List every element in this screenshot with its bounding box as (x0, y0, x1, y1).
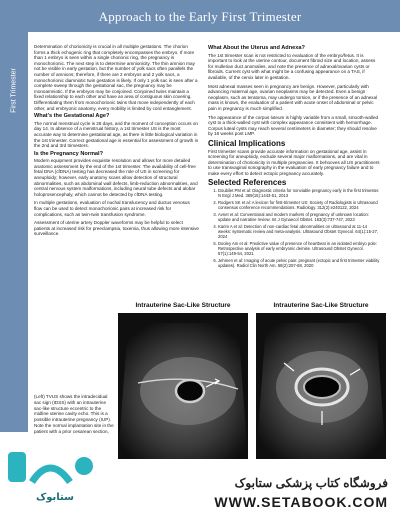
reference-item: 3. Avnet et al: Conventional and modern markers of pregnancy of unknown location: update and narrative review. Int J Gynaecol Obstet. 163(3):737-747, 2023 (218, 212, 380, 222)
store-name-text: فروشگاه کتاب پزشکی ستابوک (234, 476, 388, 490)
gestational-age-heading: What's the Gestational Age? (34, 113, 110, 120)
setabook-logo-graphic (0, 434, 110, 517)
clinical-implications-heading: Clinical Implications (208, 138, 286, 148)
doppler-paragraph: Assessment of uterine artery Doppler waveforms may be helpful to select patients at increased risk for preeclampsia, toxemia, thus allowing more intensive surveillance. (34, 220, 199, 237)
side-section-label: First Trimester (10, 68, 18, 113)
pregnancy-normal-paragraph: Modern equipment provides exquisite resolution and allows for more detailed anatomic assessment by the end of the 1st trimester. The availability of cell-free fetal DNA (cfDNA) testing has decreased the role of US in screening for aneuploidy; however, early anatomy scans allow detection of structural abnormalities, such as abdominal wall defects, limb-reduction abnormalities, and central nervous system malformations, including neural tube defects and alobar holoprosencephaly, which cannot be detected by cfDNA testing. (34, 158, 198, 197)
left-text-column (34, 44, 199, 240)
clinical-implications-paragraph: First trimester scans provide accurate information on gestational age, assist in screening for aneuploidy, exclude several major malformations, and are vital in determination of chorionicity in multiple pregnancies. It behooves all US practitioners to use transvaginal sonography in the evaluation of early pregnancy failure and to make every effort to detect ectopic pregnancy accurately. (208, 148, 380, 176)
reference-item: 5. Dooley Am et al: Predictive value of presence of heartbeat in an isolated embryo pole: Retrospective analysis of early embryonic demise. Ultrasound Obstet Gynecol. 57(1):149-54, 2021 (218, 241, 380, 256)
selected-references-heading: Selected References (208, 178, 287, 188)
logo-text: ستابوک (36, 492, 74, 503)
figure-caption-left: (Left) TVUS shows the intradecidual sac sign (IDSS) with an intrauterine sac-like structure eccentric to the midline uterine cavity echo. This is a possible intrauterine pregnancy (IUP). Note the normal implantation site in the patient with a prior cesarean section, (34, 394, 114, 434)
multiple-gestation-paragraph: In multiple gestations, evaluation of nuchal translucency and ductus venosus flow can be used to detect monochorionic pairs at increased risk for complications, such as twin-twin transfusion syndrome. (34, 200, 190, 217)
adnexal-masses-paragraph: Most adnexal masses seen in pregnancy are benign. However, particularly with advancing maternal age, ovarian neoplasms may be detected. Even a benign neoplasm, such as teratoma, may undergo torsion, or if the presence of an adnexal mass is known, the evaluation of a patient with acute onset of abdominal or pelvic pain in pregnancy is much simplified. (208, 83, 378, 111)
ultrasound-left-graphic (118, 313, 248, 459)
store-url-text[interactable]: WWW.SETABOOK.COM (214, 494, 388, 510)
setabook-logo (0, 434, 110, 517)
chapter-title-bar (0, 0, 400, 32)
gestational-age-paragraph: The normal menstrual cycle is 28 days, and the moment of conception occurs on day 14. In absence of a menstrual history, a 1st trimester US is the most accurate way to determine gestational age, as there is little biological variation in the 1st trimester. Correct gestational age is essential for assessment of growth in the 2nd and 3rd trimesters. (34, 120, 199, 149)
uterus-adnexa-heading: What About the Uterus and Adnexa? (208, 45, 305, 51)
side-section-tab (0, 32, 28, 432)
right-text-column (208, 44, 380, 270)
panel-left-title: Intrauterine Sac-Like Structure (135, 302, 231, 309)
ultrasound-image-left (118, 313, 248, 459)
corpus-luteum-paragraph: The appearance of the corpus luteum is highly variable from a small, smooth-walled cyst to a thick-walled cyst with complex appearance consistent with hemorrhage. Corpus luteal cysts may reach several centimeters in diameter; they should resolve by 16 weeks post LMP. (208, 114, 379, 137)
ultrasound-image-right (256, 313, 386, 459)
chapter-title: Approach to the Early First Trimester (98, 9, 302, 24)
chorionicity-paragraph: Determination of chorionicity is crucial in all multiple gestations. The chorion forms a thick echogenic ring that completely encompasses the embryo. If more than 1 embryo is seen within a single chorionic ring, the pregnancy is monochorionic. The next step is to determine amnionicity. The thin amnion may not be visible in early gestation, but the number of yolk sacs often parallels the number of amnions; therefore, if there are 2 embryos and 2 yolk sacs, a monochorionic diamniotic twin gestation is likely. If only 1 yolk sac is seen after a complete sweep through the gestational sac, the pregnancy may be monoamniotic. If the embryos may be conjoined. Conjoined twins maintain a fixed relationship to each other and have an area of contiguous skin covering. Differentiating them from monochorionic twins that move independently of each other, and embryonic anatomy, every mobility is limited by cord entanglement. (34, 44, 198, 111)
uterus-paragraph: The 1st trimester scan is not restricted to evaluation of the embryo/fetus. It is important to look at the uterine contour, document fibroid size and location, assess for mullerian duct anomalies, and note the presence of adnexal/ovarian cysts or fibroids. Current cyst with what might be a confusing appearance on a TAS, if available, of the cervix later in gestation. (208, 52, 376, 80)
reference-item: 4. Karim A et al: Detection of non-cardiac fetal abnormalities on ultrasound at 11-14 weeks: systematic review and meta-analysis. Ultrasound Obstet Gynecol. 64(1):15-27, 2024 (218, 224, 380, 239)
pregnancy-normal-heading: Is the Pregnancy Normal? (34, 150, 104, 157)
store-banner (114, 470, 400, 517)
ultrasound-right-graphic (256, 313, 386, 459)
panel-right-title: Intrauterine Sac-Like Structure (273, 302, 369, 309)
reference-item: 2. Rodgers SK et al: A lexicon for first-trimester US: Society of Radiologists in Ultrasound consensus conference recommendations. Radiology. 312(2):e240122, 2024 (218, 200, 380, 210)
reference-item: 6. Jehmen et al: Imaging of acute pelvic pain: pregnant (ectopic and first trimester viability updates). Radiol Clin North Am. 58(2):257-68, 2020 (218, 258, 380, 268)
references-list (208, 188, 380, 268)
reference-item: 1. Doubilet PM et al: Diagnostic criteria for nonviable pregnancy early in the first trimester. N Engl J Med. 369(15):1443-51, 2013 (218, 188, 380, 198)
